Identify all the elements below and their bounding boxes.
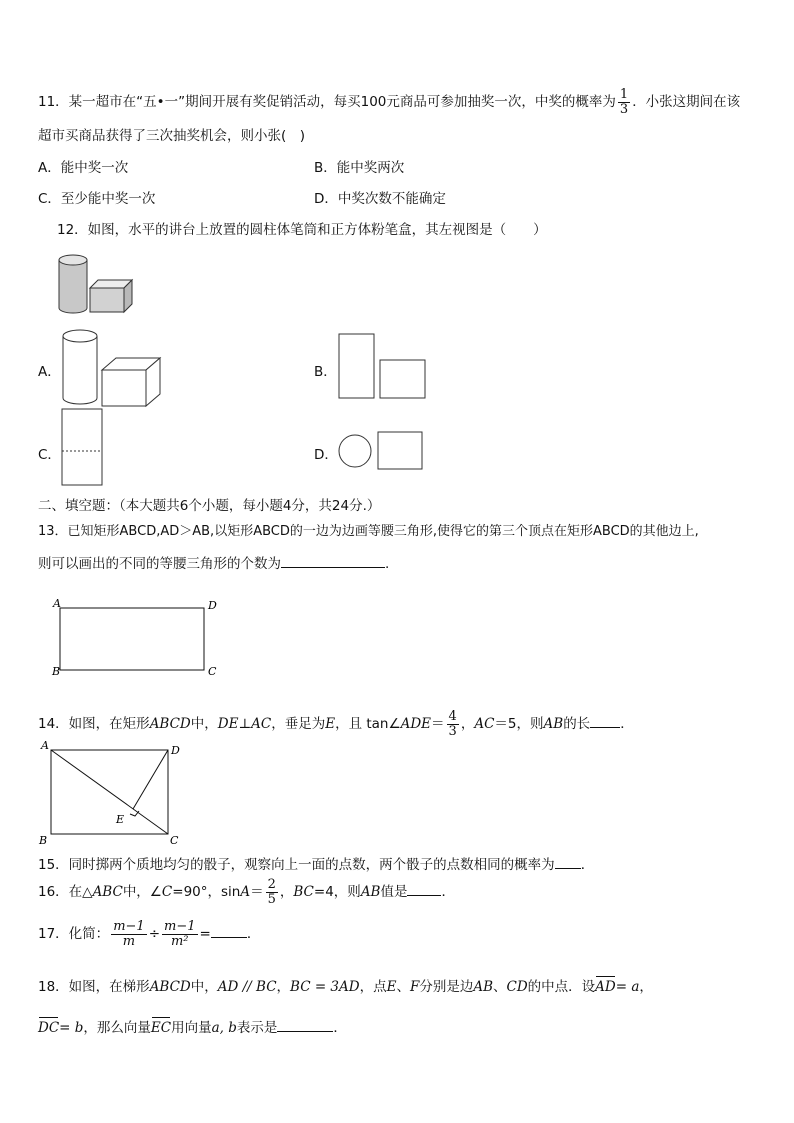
q15-answer-blank[interactable] [555,856,581,869]
q13-rectangle-figure [50,598,230,680]
q13-label-a: A [53,597,61,610]
q13-label-d: D [208,599,217,612]
q16-stem: 16．在△ABC中，∠C=90°，sinA＝ $\frac{2}{5}$ ，BC=4，则AB值是 ． [38,877,455,907]
q14-label-c: C [170,834,179,847]
q14-answer-blank[interactable] [590,715,620,728]
q11-option-a: A．能中奖一次 [38,160,129,176]
q11-option-d: D．中奖次数不能确定 [314,191,446,207]
q14-stem: 14．如图，在矩形ABCD中，DE⊥AC，垂足为E，且 tan∠ADE＝ $\frac{4}{3}$ ，AC＝5，则AB的长 ． [38,709,634,739]
q14-label-b: B [39,834,48,847]
q12-option-a: A． [38,364,61,380]
q18-line1: 18．如图，在梯形ABCD中，AD // BC，BC = 3AD，点E、F分别是边AB、CD的中点．设AD= a， [38,979,653,995]
q13-line2: 则可以画出的不同的等腰三角形的个数为 . [38,556,390,572]
q12-option-c: C． [38,447,61,463]
q14-label-a: A [41,739,49,752]
q13-label-c: C [208,665,217,678]
section2-heading: 二、填空题：（本大题共6个小题，每小题4分，共24分.） [38,498,381,514]
q16-answer-blank[interactable] [407,883,441,896]
q12-option-a-figure [60,326,162,410]
q15-stem: 15．同时掷两个质地均匀的骰子，观察向上一面的点数，两个骰子的点数相同的概率为 ． [38,857,595,873]
q18-vector-dc: DC [38,1020,60,1036]
q11-option-b: B．能中奖两次 [314,160,405,176]
q17-fraction-1: $\frac{m-1}{m}$ [113,919,145,949]
q17-stem: 17．化简： $\frac{m-1}{m}$ ÷ $\frac{m-1}{\text{m²}}$ = ． [38,919,261,949]
q12-option-d: D． [314,447,338,463]
q11-prefix: 11．某一超市在“五•一”期间开展有奖促销活动，每买100元商品可参加抽奖一次，中奖的概率为 [38,94,616,111]
q12-scene-figure [56,252,136,316]
q14-label-e: E [116,813,125,826]
q12-option-c-figure [61,408,105,488]
q18-vector-ec: EC [150,1020,172,1036]
q14-fraction: $\frac{4}{3}$ [448,709,457,739]
q14-rectangle-figure [36,740,186,848]
q17-fraction-2: $\frac{m-1}{\text{m²}}$ [164,919,196,949]
q18-vector-ad: AD [595,979,616,995]
q13-answer-blank[interactable] [281,555,385,568]
q17-answer-blank[interactable] [211,925,247,938]
q18-line2: DC= b，那么向量EC用向量a, b表示是 ． [38,1020,347,1036]
q18-answer-blank[interactable] [277,1019,333,1032]
q12-option-b: B． [314,364,337,380]
q11-fraction: $\frac{1}{3}$ [619,87,629,117]
q12-option-d-figure [338,430,428,472]
q11-option-c: C．至少能中奖一次 [38,191,156,207]
q11-suffix: ．小张这期间在该 [632,94,741,111]
q16-fraction: $\frac{2}{5}$ [267,877,276,907]
q11-line2: 超市买商品获得了三次抽奖机会，则小张( ) [38,128,306,144]
q14-label-d: D [171,744,180,757]
q12-option-b-figure [338,333,428,401]
q13-line1: 13．已知矩形ABCD,AD＞AB,以矩形ABCD的一边为边画等腰三角形,使得它的第三个顶点在矩形ABCD的其他边上, [38,524,699,539]
q13-label-b: B [52,665,61,678]
q12-stem: 12．如图，水平的讲台上放置的圆柱体笔筒和正方体粉笔盒，其左视图是（ ） [57,222,547,238]
q11-line1 [38,88,740,116]
